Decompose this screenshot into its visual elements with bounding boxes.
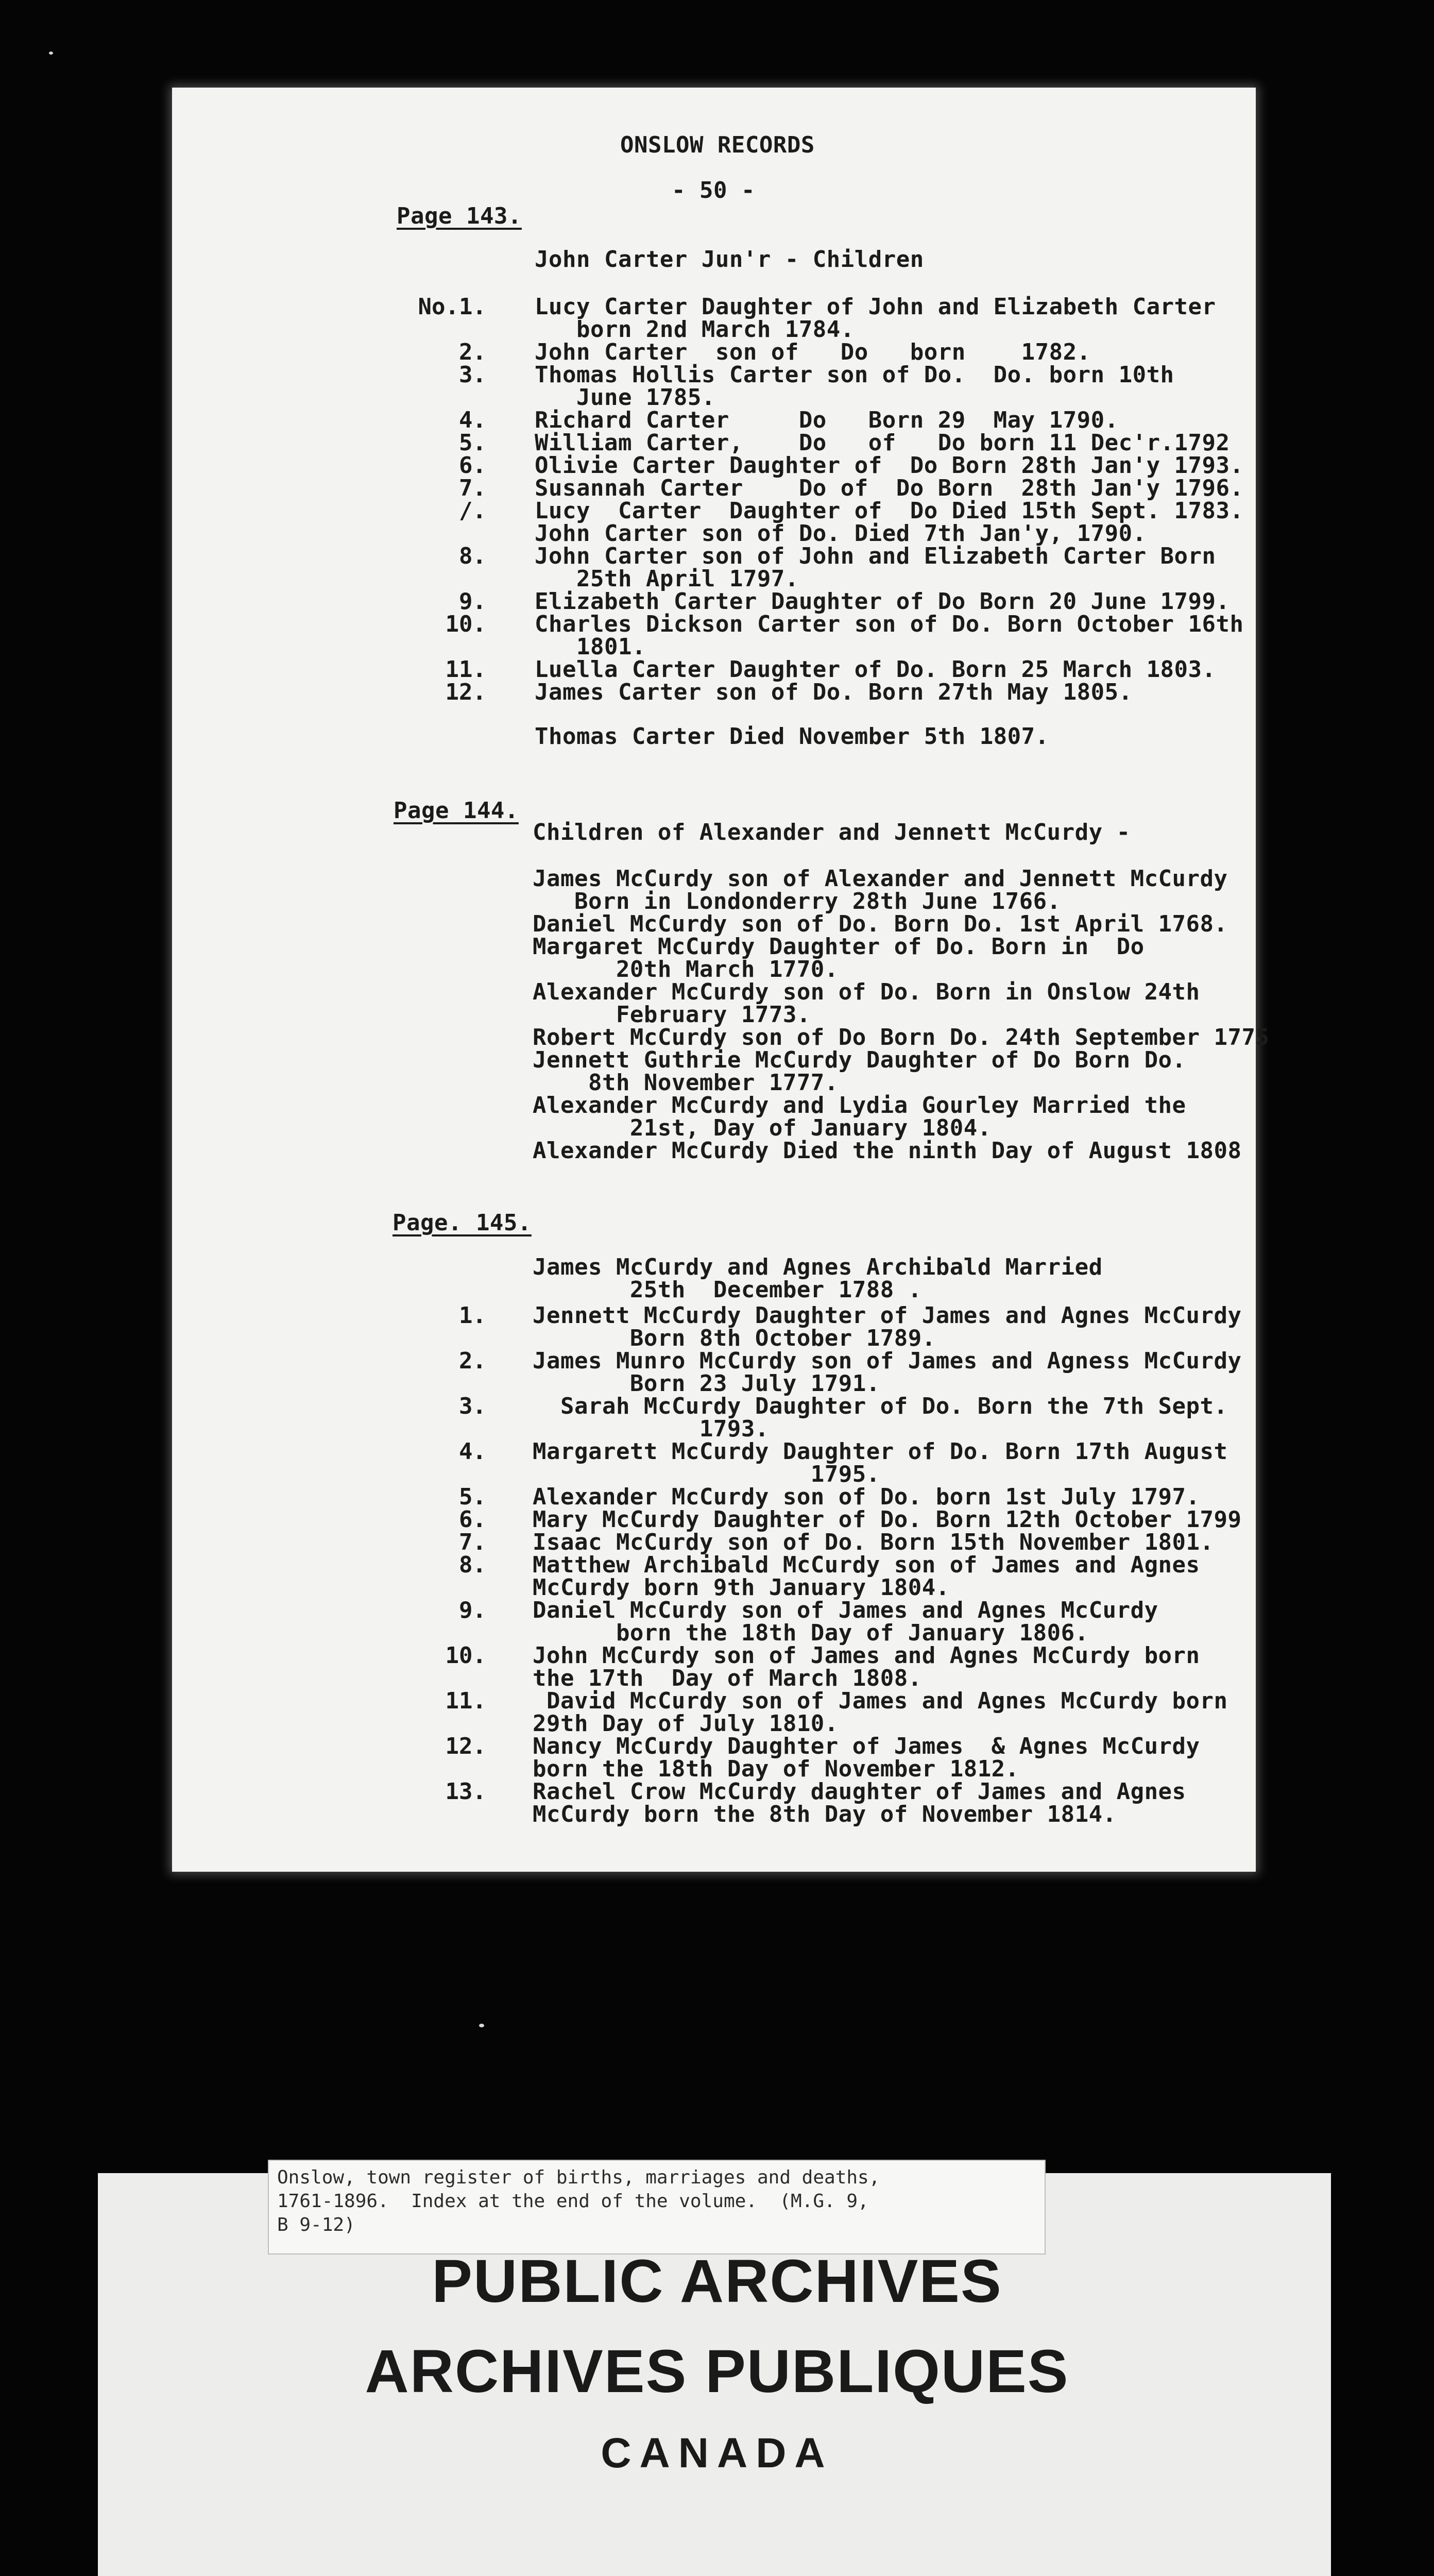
document-text-area <box>172 88 1270 1872</box>
section-subtitle-144: Children of Alexander and Jennett McCurdy - <box>533 819 1131 845</box>
record-line: 1801. <box>535 634 646 660</box>
record-line: Margarett McCurdy Daughter of Do. Born 17th August <box>533 1438 1228 1465</box>
record-line: James McCurdy son of Alexander and Jennett McCurdy <box>533 866 1228 892</box>
typed-document-page <box>172 88 1270 1872</box>
record-line: Olivie Carter Daughter of Do Born 28th Jan'y 1793. <box>535 452 1244 479</box>
entry-number: 9. <box>459 1597 486 1623</box>
record-line: John Carter son of John and Elizabeth Carter Born <box>535 543 1216 569</box>
record-line: Sarah McCurdy Daughter of Do. Born the 7th Sept. <box>533 1393 1228 1419</box>
record-line: Susannah Carter Do of Do Born 28th Jan'y 1796. <box>535 475 1244 501</box>
section-heading-143: Page 143. <box>397 203 522 229</box>
record-line: McCurdy born 9th January 1804. <box>533 1574 950 1601</box>
record-line: Daniel McCurdy son of James and Agnes McCurdy <box>533 1597 1158 1623</box>
record-line: Jennett Guthrie McCurdy Daughter of Do Born Do. <box>533 1047 1186 1073</box>
record-line: June 1785. <box>535 384 715 411</box>
record-line: William Carter, Do of Do born 11 Dec'r.1792 <box>535 430 1230 456</box>
entry-number: 5. <box>459 430 486 456</box>
record-line: Luella Carter Daughter of Do. Born 25 March 1803. <box>535 656 1216 683</box>
entry-number: 8. <box>459 1552 486 1578</box>
section-subtitle-143: John Carter Jun'r - Children <box>535 246 924 273</box>
document-title: ONSLOW RECORDS <box>620 132 815 158</box>
record-line: Isaac McCurdy son of Do. Born 15th November 1801. <box>533 1529 1214 1555</box>
record-line: Rachel Crow McCurdy daughter of James and Agnes <box>533 1778 1186 1805</box>
entry-number: 11. <box>445 656 486 683</box>
entry-number: 6. <box>459 452 486 479</box>
record-line: James Munro McCurdy son of James and Agness McCurdy <box>533 1348 1242 1374</box>
record-line: James Carter son of Do. Born 27th May 1805. <box>535 679 1133 705</box>
record-line: Daniel McCurdy son of Do. Born Do. 1st April 1768. <box>533 911 1228 937</box>
film-speck <box>479 2024 484 2027</box>
record-line: Elizabeth Carter Daughter of Do Born 20 June 1799. <box>535 588 1230 615</box>
section-heading-145: Page. 145. <box>392 1210 532 1236</box>
record-line: 20th March 1770. <box>533 956 839 982</box>
record-line: Margaret McCurdy Daughter of Do. Born in Do <box>533 934 1145 960</box>
entry-number: No.1. <box>418 294 486 320</box>
record-line: 8th November 1777. <box>533 1070 839 1096</box>
record-line: Born in Londonderry 28th June 1766. <box>533 888 1061 914</box>
record-line: Mary McCurdy Daughter of Do. Born 12th October 1799 <box>533 1506 1242 1533</box>
marriage-line: 25th December 1788 . <box>533 1277 922 1303</box>
section-heading-144: Page 144. <box>394 798 519 824</box>
record-line: 1795. <box>533 1461 880 1487</box>
entry-number: 7. <box>459 475 486 501</box>
entry-number: 10. <box>445 611 486 637</box>
record-line: John Carter son of Do born 1782. <box>535 339 1091 365</box>
record-line: the 17th Day of March 1808. <box>533 1665 922 1691</box>
record-line: 1793. <box>533 1416 769 1442</box>
death-note-line: Thomas Carter Died November 5th 1807. <box>535 723 1049 750</box>
entry-number: 8. <box>459 543 486 569</box>
canada-text: CANADA <box>601 2430 833 2477</box>
record-line: Alexander McCurdy Died the ninth Day of August 1808 <box>533 1138 1242 1164</box>
record-line: Alexander McCurdy son of Do. born 1st July 1797. <box>533 1484 1200 1510</box>
entry-number: 2. <box>459 1348 486 1374</box>
entry-number: 4. <box>459 407 486 433</box>
entry-number: 11. <box>445 1688 486 1714</box>
catalog-label-line: Onslow, town register of births, marriages and deaths, <box>277 2167 880 2188</box>
record-line: Nancy McCurdy Daughter of James & Agnes McCurdy <box>533 1733 1200 1759</box>
record-line: Robert McCurdy son of Do Born Do. 24th September 1775 <box>533 1024 1270 1050</box>
record-line: 29th Day of July 1810. <box>533 1710 839 1737</box>
record-line: Jennett McCurdy Daughter of James and Agnes McCurdy <box>533 1302 1242 1329</box>
record-line: Alexander McCurdy and Lydia Gourley Married the <box>533 1092 1186 1118</box>
catalog-label-line: B 9-12) <box>277 2214 355 2235</box>
record-line: Born 23 July 1791. <box>533 1370 880 1397</box>
entry-number: 12. <box>445 1733 486 1759</box>
entry-number: 2. <box>459 339 486 365</box>
record-line: John Carter son of Do. Died 7th Jan'y, 1790. <box>535 520 1147 547</box>
record-line: Thomas Hollis Carter son of Do. Do. born 10th <box>535 362 1174 388</box>
entry-number: 1. <box>459 1302 486 1329</box>
entry-number: 13. <box>445 1778 486 1805</box>
record-line: born 2nd March 1784. <box>535 316 855 343</box>
record-line: Alexander McCurdy son of Do. Born in Onslow 24th <box>533 979 1200 1005</box>
record-line: Matthew Archibald McCurdy son of James and Agnes <box>533 1552 1200 1578</box>
page-number: - 50 - <box>672 177 755 204</box>
record-line: Born 8th October 1789. <box>533 1325 936 1351</box>
entry-number: 7. <box>459 1529 486 1555</box>
record-line: 21st, Day of January 1804. <box>533 1115 992 1141</box>
entry-number: 4. <box>459 1438 486 1465</box>
record-line: Lucy Carter Daughter of John and Elizabeth Carter <box>535 294 1216 320</box>
record-line: David McCurdy son of James and Agnes McCurdy born <box>533 1688 1228 1714</box>
public-archives-text: PUBLIC ARCHIVES <box>432 2247 1002 2315</box>
record-line: February 1773. <box>533 1002 811 1028</box>
record-line: born the 18th Day of November 1812. <box>533 1756 1019 1782</box>
record-line: born the 18th Day of January 1806. <box>533 1620 1089 1646</box>
entry-number: /. <box>459 498 486 524</box>
entry-number: 9. <box>459 588 486 615</box>
marriage-line: James McCurdy and Agnes Archibald Married <box>533 1254 1103 1280</box>
record-line: Lucy Carter Daughter of Do Died 15th Sept. 1783. <box>535 498 1244 524</box>
record-line: Richard Carter Do Born 29 May 1790. <box>535 407 1119 433</box>
record-line: 25th April 1797. <box>535 566 799 592</box>
record-line: McCurdy born the 8th Day of November 1814. <box>533 1801 1117 1827</box>
film-speck <box>49 52 53 55</box>
entry-number: 12. <box>445 679 486 705</box>
entry-number: 10. <box>445 1642 486 1669</box>
record-line: Charles Dickson Carter son of Do. Born October 16th <box>535 611 1244 637</box>
catalog-label <box>268 2160 1046 2255</box>
entry-number: 3. <box>459 1393 486 1419</box>
entry-number: 5. <box>459 1484 486 1510</box>
record-line: John McCurdy son of James and Agnes McCurdy born <box>533 1642 1200 1669</box>
catalog-label-line: 1761-1896. Index at the end of the volume. (M.G. 9, <box>277 2191 869 2212</box>
entry-number: 3. <box>459 362 486 388</box>
entry-number: 6. <box>459 1506 486 1533</box>
archives-publiques-text: ARCHIVES PUBLIQUES <box>365 2337 1069 2405</box>
